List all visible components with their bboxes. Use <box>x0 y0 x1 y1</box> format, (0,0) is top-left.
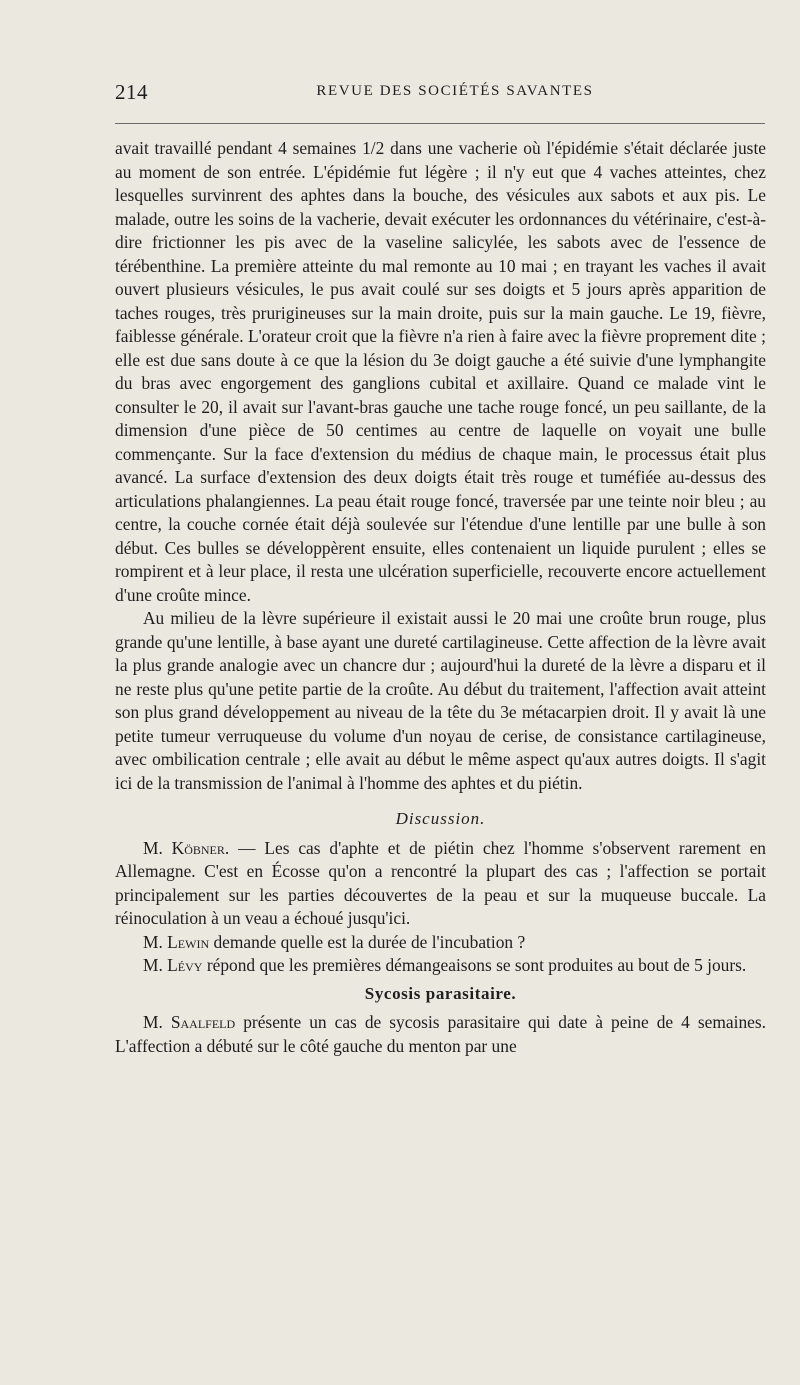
body-text <box>115 137 766 1058</box>
paragraph-1: avait travaillé pendant 4 semaines 1/2 dans une vacherie où l'épidémie s'était déclarée juste au moment de son entrée. L'épidémie fut légère ; il n'y eut que 4 vaches atteintes, chez lesquelles survinrent des aphtes dans la bouche, des vésicules aux sabots et aux pis. Le malade, outre les soins de la vacherie, devait exécuter les ordonnances du vétérinaire, c'est-à-dire frictionner les pis avec de la vaseline salicylée, les sabots avec de l'essence de térébenthine. La première atteinte du mal remonte au 10 mai ; en trayant les vaches il avait ouvert plusieurs vésicules, le pus avait coulé sur ses doigts et 5 jours après apparition de taches rouges, très prurigineuses sur la main droite, puis sur la main gauche. Le 19, fièvre, faiblesse générale. L'orateur croit que la fièvre n'a rien à faire avec la fièvre proprement dite ; elle est due sans doute à ce que la lésion du 3e doigt gauche a été suivie d'une lymphangite du bras avec engorgement des ganglions cubital et axillaire. Quand ce malade vint le consulter le 20, il avait sur l'avant-bras gauche une tache rouge foncé, un peu saillante, de la dimension d'une pièce de 50 centimes au centre de laquelle on voyait une bulle commençante. Sur la face d'extension du médius de chaque main, le processus était plus avancé. La surface d'extension des deux doigts était très rouge et tuméfiée au-dessus des articulations phalangiennes. La peau était rouge foncé, traversée par une teinte noir bleu ; au centre, la couche cornée était déjà soulevée sur l'étendue d'une lentille par une bulle à son début. Ces bulles se développèrent ensuite, elles contenaient un liquide purulent ; elles se rompirent et à leur place, il resta une ulcération superficielle, recouverte encore actuellement d'une croûte mince. <box>115 138 766 605</box>
saalfeld-prefix: M. <box>143 1012 171 1032</box>
page-number: 214 <box>115 80 148 104</box>
header-rule <box>115 123 765 124</box>
levy-prefix: M. <box>143 955 168 975</box>
paragraph-kobner <box>115 837 766 931</box>
speaker-kobner: M. Köbner. <box>143 837 230 858</box>
kobner-text: — Les cas d'aphte et de piétin chez l'homme s'observent rarement en Allemagne. C'est en Écosse qu'on a rencontré la plupart des cas ; l'affection se portait principalement sur les parties découvertes de la peau et sur la muqueuse buccale. La réinoculation à un veau a échoué jusqu'ici. <box>115 837 766 928</box>
saalfeld-text: présente un cas de sycosis parasitaire qui date à peine de 4 semaines. L'affection a débuté sur le côté gauche du menton par une <box>115 1012 766 1056</box>
running-title: REVUE DES SOCIÉTÉS SAVANTES <box>316 83 594 99</box>
paragraph-2: Au milieu de la lèvre supérieure il existait aussi le 20 mai une croûte brun rouge, plus grande qu'une lentille, à base ayant une dureté cartilagineuse. Cette affection de la lèvre avait la plus grande analogie avec un chancre dur ; aujourd'hui la dureté de la lèvre a disparu et il ne reste plus qu'une petite partie de la croûte. Au début du traitement, l'affection avait atteint son plus grand développement au niveau de la tête du 3e métacarpien droit. Il y avait là une petite tumeur verruqueuse du volume d'un noyau de cerise, de consistance cartilagineuse, avec ombilication centrale ; elle avait au début le même aspect qu'aux autres doigts. Il s'agit ici de la transmission de l'animal à l'homme des aphtes et du piétin. <box>115 608 766 793</box>
sycosis-heading: Sycosis parasitaire. <box>364 983 517 1003</box>
speaker-lewin: Lewin <box>167 931 210 952</box>
paragraph-lewin <box>115 931 766 955</box>
paragraph-saalfeld <box>115 1011 766 1058</box>
page-header <box>115 80 765 110</box>
speaker-saalfeld: Saalfeld <box>170 1012 236 1032</box>
lewin-text: demande quelle est la durée de l'incubation ? <box>209 931 526 952</box>
discussion-heading: Discussion. <box>395 809 486 828</box>
speaker-levy: Lévy <box>167 955 203 975</box>
lewin-prefix: M. <box>143 931 168 952</box>
paragraph-levy <box>115 954 766 978</box>
levy-text: répond que les premières démangeaisons se sont produites au bout de 5 jours. <box>202 955 747 975</box>
